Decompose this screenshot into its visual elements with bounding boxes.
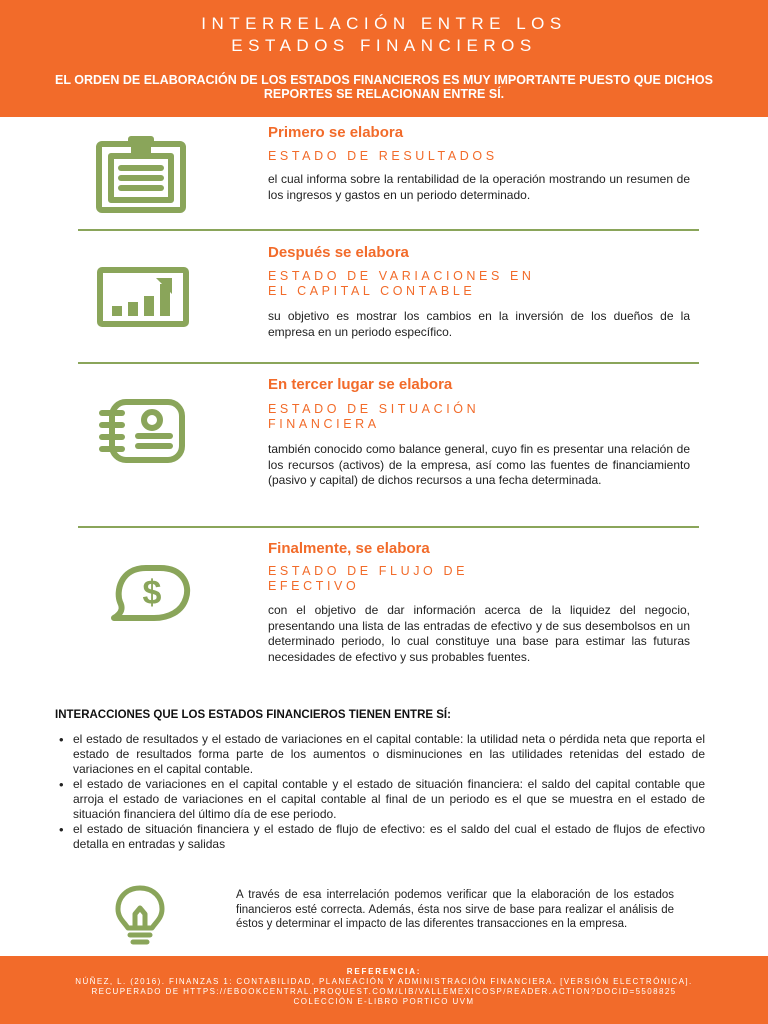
- section-name-line2: EL CAPITAL CONTABLE: [268, 284, 476, 298]
- dollar-chat-icon: [94, 562, 194, 624]
- section-estado-resultados: [0, 117, 768, 231]
- interactions-list: [57, 732, 705, 852]
- section-name-line1: ESTADO DE SITUACIÓN: [268, 402, 480, 416]
- section-name-line2: FINANCIERA: [268, 417, 380, 431]
- section-name-line2: EFECTIVO: [268, 579, 360, 593]
- reference-label: REFERENCIA:: [346, 967, 422, 976]
- section-description: con el objetivo de dar información acerca de la liquidez del negocio, presentando una lista de las entradas de efectivo y de sus desembolsos en un determinado periodo, lo cual constituye una base para estimar las futuras necesidades de efectivo y sus probables fuentes.: [268, 603, 690, 664]
- section-lead: Después se elabora: [268, 244, 409, 261]
- section-description: el cual informa sobre la rentabilidad de la operación mostrando un resumen de los ingresos y gastos en un periodo determinado.: [268, 172, 690, 202]
- list-item: • el estado de variaciones en el capital contable y el estado de situación financiera: el saldo del capital contable que arroja el estado de variaciones en el capital contable al final de un periodo es el que se muestra en el estado de situación financiera del último día de ese periodo.: [57, 777, 705, 822]
- section-name-line1: ESTADO DE VARIACIONES EN: [268, 269, 535, 283]
- footer-banner: [0, 956, 768, 1024]
- section-lead: Finalmente, se elabora: [268, 540, 430, 557]
- list-item: • el estado de resultados y el estado de variaciones en el capital contable: la utilidad neta o pérdida neta que reporta el estado de resultados forma parte de los aumentos o disminuciones en las utilidades retenidas del estado de variaciones en el capital contable.: [57, 732, 705, 777]
- svg-text:$: $: [142, 574, 162, 612]
- header-banner: [0, 0, 768, 117]
- section-name-line1: ESTADO DE FLUJO DE: [268, 564, 469, 578]
- reference-text: NÚÑEZ, L. (2016). FINANZAS 1: CONTABILIDAD, PLANEACIÓN Y ADMINISTRACIÓN FINANCIERA. [VERSIÓN ELECTRÓNICA]. RECUPERADO DE HTTPS://EBOOKCENTRAL.PROQUEST.COM/LIB/VALLEMEXICOSP/READER.ACTION?DOCID=5508825 COLECCIÓN E-LIBRO PORTICO UVM: [75, 977, 693, 1006]
- section-description: también conocido como balance general, cuyo fin es presentar una relación de los recursos (activos) de la empresa, así como las fuentes de financiamiento (pasivo y capital) de dichos recursos a una fecha determinada.: [268, 442, 690, 487]
- bar-chart-icon: [94, 266, 194, 330]
- lightbulb-icon: [110, 882, 170, 948]
- section-situacion-financiera: [0, 364, 768, 528]
- list-item: • el estado de situación financiera y el estado de flujo de efectivo: es el saldo del cual el estado de flujos de efectivo detalla en entradas y salidas: [57, 822, 705, 852]
- notebook-icon: [94, 398, 194, 464]
- section-lead: En tercer lugar se elabora: [268, 376, 453, 393]
- section-flujo-efectivo: [0, 528, 768, 700]
- section-lead: Primero se elabora: [268, 124, 404, 141]
- section-description: su objetivo es mostrar los cambios en la inversión de los dueños de la empresa en un periodo específico.: [268, 309, 690, 339]
- closing-text: A través de esa interrelación podemos verificar que la elaboración de los estados financieros esté correcta. Además, ésta nos sirve de base para realizar el análisis de éstos y determinar el impacto de las diferentes transacciones en la empresa.: [236, 889, 674, 931]
- section-variaciones-capital: [0, 231, 768, 365]
- interactions-title: INTERACCIONES QUE LOS ESTADOS FINANCIEROS TIENEN ENTRE SÍ:: [55, 709, 451, 721]
- page-title-line1: INTERRELACIÓN ENTRE LOS: [201, 14, 567, 33]
- section-name: ESTADO DE RESULTADOS: [268, 149, 498, 163]
- page-subtitle: EL ORDEN DE ELABORACIÓN DE LOS ESTADOS FINANCIEROS ES MUY IMPORTANTE PUESTO QUE DICHOS REPORTES SE RELACIONAN ENTRE SÍ.: [55, 73, 713, 101]
- page-title-line2: ESTADOS FINANCIEROS: [231, 36, 537, 55]
- clipboard-icon: [94, 135, 194, 215]
